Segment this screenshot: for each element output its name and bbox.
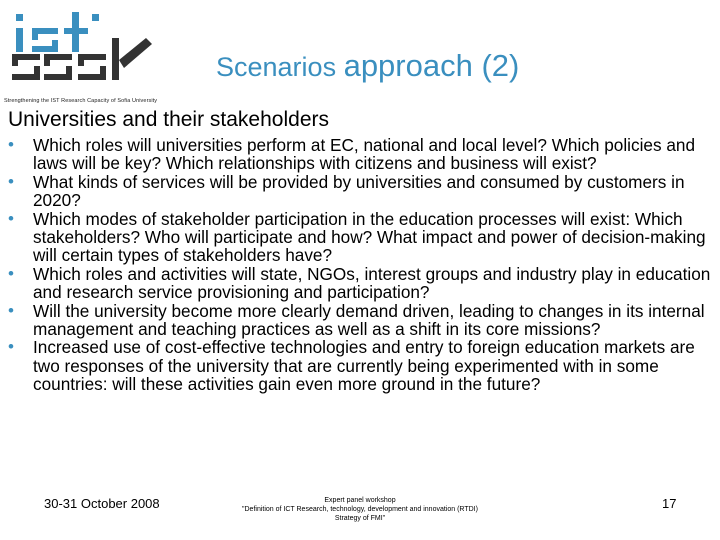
- bullet-icon: •: [8, 263, 14, 283]
- bullet-icon: •: [8, 300, 14, 320]
- page-number: 17: [662, 496, 677, 511]
- bullet-icon: •: [8, 337, 14, 357]
- footer-event: [240, 496, 480, 523]
- bullet-item: [6, 302, 712, 339]
- footer-date: 30-31 October 2008: [44, 496, 160, 511]
- istsr-logo: [6, 8, 162, 94]
- title-part-1: Scenarios: [216, 52, 344, 82]
- bullet-icon: •: [8, 135, 14, 154]
- bullet-item: [6, 210, 712, 265]
- bullet-text: Which modes of stakeholder participation in the education processes will exist: Which stakeholders? Who will participate and how? What impact and power of decision-making will certain types of stakeholders have?: [33, 208, 706, 266]
- bullet-icon: •: [8, 171, 14, 191]
- logo-tagline: Strengthening the IST Research Capacity of Sofia University: [4, 98, 158, 104]
- bullet-text: Will the university become more clearly demand driven, leading to changes in its internal management and teaching practices as well as a shift in its core missions?: [33, 300, 705, 340]
- bullet-text: Which roles and activities will state, NGOs, interest groups and industry play in education and research service provisioning and participation?: [33, 263, 711, 303]
- bullet-item: [6, 173, 712, 210]
- footer-event-line-1: Expert panel workshop: [324, 497, 396, 504]
- bullet-item: [6, 265, 712, 302]
- bullet-item: [6, 338, 712, 393]
- bullet-item: [6, 136, 712, 173]
- bullet-text: Which roles will universities perform at EC, national and local level? Which policies and laws will be key? Which relationships with citizens and business will exist?: [33, 135, 696, 174]
- bullet-text: Increased use of cost-effective technologies and entry to foreign education markets are two responses of the university that are currently being experimented with in some countries: will these activities gain even more ground in the future?: [33, 337, 695, 395]
- bullet-text: What kinds of services will be provided by universities and consumed by customers in 2020?: [33, 171, 685, 211]
- bullet-list: [6, 136, 712, 394]
- footer-event-line-2: "Definition of ICT Research, technology, development and innovation (RTDI) Strategy of FMI": [242, 506, 478, 522]
- bullet-icon: •: [8, 208, 14, 228]
- slide-title: [216, 48, 519, 84]
- slide-subtitle: Universities and their stakeholders: [8, 108, 329, 131]
- title-part-2: approach (2): [343, 48, 520, 83]
